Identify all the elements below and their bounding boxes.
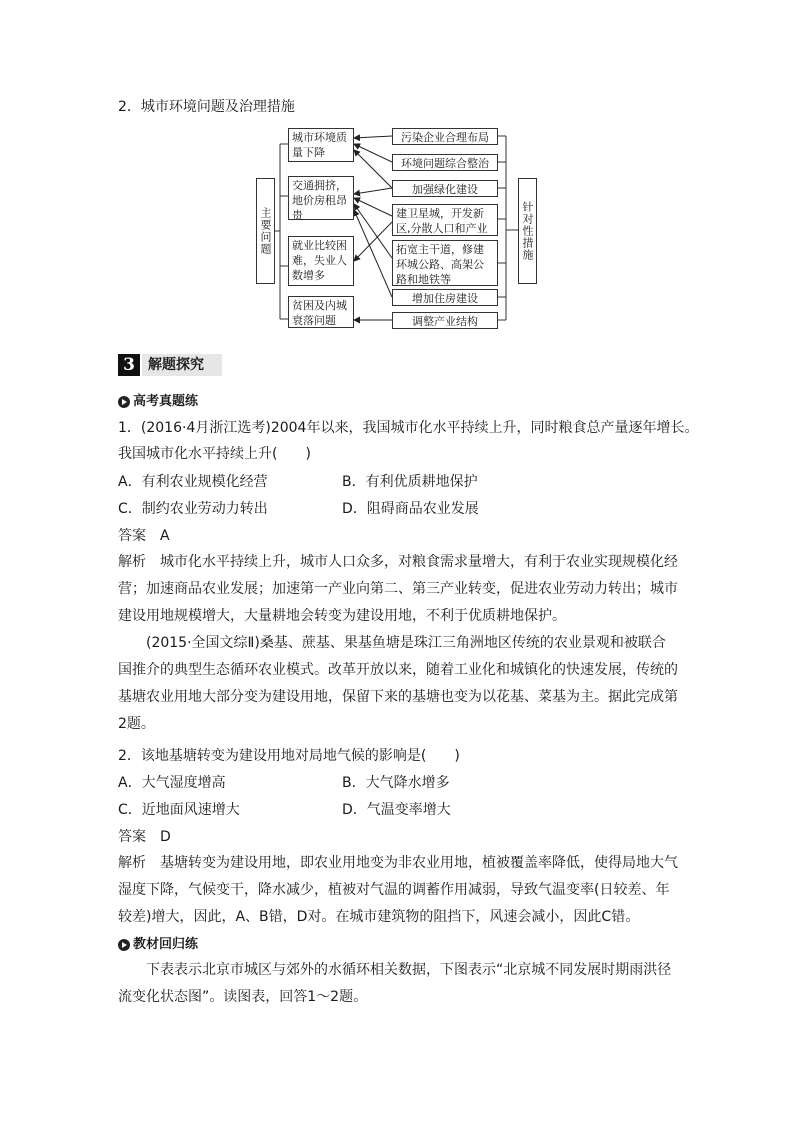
measure-box: 环境问题综合整治 xyxy=(392,154,498,171)
option-c: C．近地面风速增大 xyxy=(118,802,240,818)
option-b: B．有利优质耕地保护 xyxy=(342,474,478,490)
section-label: 解题探究 xyxy=(142,354,222,376)
section-number: 3 xyxy=(118,354,140,376)
measure-box: 增加住房建设 xyxy=(392,289,498,306)
problem-box: 贫困及内城衰落问题 xyxy=(288,296,354,328)
subheading-text: 高考真题练 xyxy=(133,394,199,409)
analysis-2: 解析 基塘转变为建设用地，即农业用地变为非农业用地，植被覆盖率降低，使得局地大气湿度下降，气候变干，降水减少，植被对气温的调蓄作用减弱，导致气温变率(日较差、年较差)增大，因此，A、B错，D对。在城市建筑物的阻挡下，风速会减小，因此C错。 xyxy=(118,855,678,925)
subheading-text: 教材回归练 xyxy=(133,937,199,952)
subheading-textbook xyxy=(118,936,198,954)
analysis-1: 解析 城市化水平持续上升，城市人口众多，对粮食需求量增大，有利于农业实现规模化经营；加速商品农业发展；加速第一产业向第二、第三产业转变，促进农业劳动力转出；城市建设用地规模增大，大量耕地会转变为建设用地，不利于优质耕地保护。 xyxy=(118,554,678,624)
question-1-stem-2: 我国城市化水平持续上升( ) xyxy=(118,446,311,462)
option-d: D．阻碍商品农业发展 xyxy=(342,501,479,517)
answer-1: 答案 A xyxy=(118,528,170,544)
question-2-stem: 2．该地基塘转变为建设用地对局地气候的影响是( ) xyxy=(118,748,460,764)
measure-box: 调整产业结构 xyxy=(392,312,498,329)
question-1-stem: 1．(2016·4月浙江选考)2004年以来，我国城市化水平持续上升，同时粮食总产量逐年增长。 xyxy=(118,420,699,436)
measure-box: 污染企业合理布局 xyxy=(392,128,498,145)
measures-label: 针对性措施 xyxy=(518,178,537,284)
problem-box: 交通拥挤，地价房租昂贵 xyxy=(288,176,354,220)
section-heading: 2．城市环境问题及治理措施 xyxy=(118,99,295,115)
option-b: B．大气降水增多 xyxy=(342,775,450,791)
problem-box: 就业比较困难，失业人数增多 xyxy=(288,236,354,286)
option-c: C．制约农业劳动力转出 xyxy=(118,501,268,517)
material-paragraph: (2015·全国文综Ⅱ)桑基、蔗基、果基鱼塘是珠江三角洲地区传统的农业景观和被联合国推介的典型生态循环农业模式。改革开放以来，随着工业化和城镇化的快速发展，传统的基塘农业用地大部分变为建设用地，保留下来的基塘也变为以花基、菜基为主。据此完成第2题。 xyxy=(118,635,678,732)
measure-box: 加强绿化建设 xyxy=(392,180,498,197)
option-a: A．有利农业规模化经营 xyxy=(118,474,268,490)
option-d: D．气温变率增大 xyxy=(342,802,451,818)
measures-diagram xyxy=(250,126,550,331)
measure-box: 建卫星城，开发新区,分散人口和产业 xyxy=(392,204,498,236)
main-problems-label: 主要问题 xyxy=(256,178,275,284)
subheading-exam xyxy=(118,393,198,411)
option-a: A．大气湿度增高 xyxy=(118,775,226,791)
play-circle-icon xyxy=(118,396,130,408)
problem-box: 城市环境质量下降 xyxy=(288,128,354,162)
closing-paragraph: 下表表示北京市城区与郊外的水循环相关数据，下图表示“北京城不同发展时期雨洪径流变化状态图”。读图表，回答1～2题。 xyxy=(118,962,672,1005)
play-circle-icon xyxy=(118,939,130,951)
answer-2: 答案 D xyxy=(118,829,171,845)
measure-box: 拓宽主干道，修建环城公路、高架公路和地铁等 xyxy=(392,240,498,286)
